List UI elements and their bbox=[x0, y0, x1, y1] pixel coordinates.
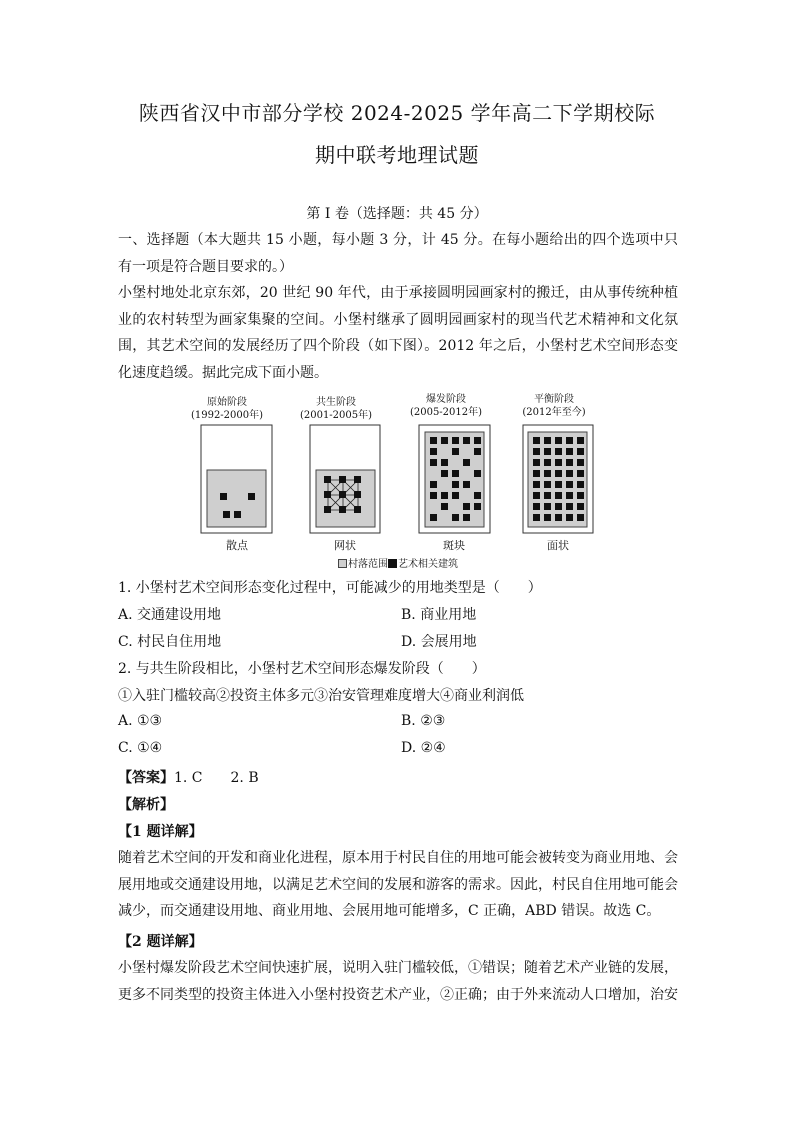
stage-4-years: (2012年至今) bbox=[522, 407, 586, 418]
exam-title-line2: 期中联考地理试题 bbox=[315, 143, 479, 167]
art-building bbox=[555, 459, 562, 466]
stage-1-years: (1992-2000年) bbox=[190, 410, 264, 421]
stage-3-form: 斑块 bbox=[443, 539, 465, 552]
passage: 小堡村地处北京东郊，20 世纪 90 年代，由于承接圆明园画家村的搬迁，由从事传统种植业的农村转型为画家集聚的空间。小堡村继承了圆明园画家村的现当代艺术精神和文化氛围，其艺术空间的发展经历了四个阶段（如下图）。2012 年之后，小堡村艺术空间形态变化速度趋缓。据此完成下面小题。 bbox=[118, 285, 678, 381]
art-building bbox=[544, 437, 551, 444]
detail1-label: 【1 题详解】 bbox=[118, 824, 203, 840]
stage-2-form: 网状 bbox=[334, 539, 356, 552]
stage-2-years: (2001-2005年) bbox=[299, 410, 373, 421]
art-building bbox=[566, 459, 573, 466]
q1-option-d: D. 会展用地 bbox=[401, 634, 477, 650]
answer-line bbox=[118, 767, 259, 787]
analysis-label: 【解析】 bbox=[118, 797, 174, 813]
q2-statements: ①入驻门槛较高②投资主体多元③治安管理难度增大④商业利润低 bbox=[118, 688, 524, 704]
art-building bbox=[555, 492, 562, 499]
q1-option-c: C. 村民自住用地 bbox=[118, 634, 222, 650]
instructions: 一、选择题（本大题共 15 小题，每小题 3 分，计 45 分。在每小题给出的四个选项中只有一项是符合题目要求的。） bbox=[118, 232, 678, 275]
art-building bbox=[533, 448, 540, 455]
art-building bbox=[544, 514, 551, 521]
art-building bbox=[577, 459, 584, 466]
art-building bbox=[555, 437, 562, 444]
art-building bbox=[234, 511, 241, 518]
stage-3-title bbox=[396, 393, 496, 419]
art-building bbox=[555, 481, 562, 488]
section-header: 第 I 卷（选择题：共 45 分） bbox=[306, 206, 488, 222]
stage-1-form: 散点 bbox=[226, 539, 248, 552]
q2-stem: 2. 与共生阶段相比，小堡村艺术空间形态爆发阶段（ ） bbox=[118, 661, 486, 677]
answer-label: 【答案】 bbox=[118, 770, 174, 786]
detail2-text: 小堡村爆发阶段艺术空间快速扩展，说明入驻门槛较低，①错误；随着艺术产业链的发展，更多不同类型的投资主体进入小堡村投资艺术产业，②正确；由于外来流动人口增加，治安 bbox=[118, 960, 678, 1003]
answer-text: 1. C 2. B bbox=[174, 770, 259, 786]
art-building bbox=[544, 503, 551, 510]
stages-figure bbox=[190, 393, 610, 573]
q1-option-b: B. 商业用地 bbox=[401, 607, 477, 623]
art-building bbox=[555, 470, 562, 477]
detail1-text: 随着艺术空间的开发和商业化进程，原本用于村民自住的用地可能会被转变为商业用地、会展用地或交通建设用地，以满足艺术空间的发展和游客的需求。因此，村民自住用地可能会减少，而交通建设用地、商业用地、会展用地可能增多，C 正确，ABD 错误。故选 C。 bbox=[118, 850, 678, 919]
art-building bbox=[555, 503, 562, 510]
art-building bbox=[577, 437, 584, 444]
stage-1-name: 原始阶段 bbox=[207, 397, 247, 408]
figure-legend bbox=[338, 555, 458, 570]
art-building bbox=[533, 514, 540, 521]
art-building bbox=[544, 459, 551, 466]
art-building bbox=[220, 493, 227, 500]
art-building bbox=[577, 448, 584, 455]
q2-option-c: C. ①④ bbox=[118, 740, 163, 756]
stage-2-title bbox=[286, 396, 386, 422]
art-building bbox=[555, 514, 562, 521]
stage-4-village-area bbox=[528, 432, 587, 527]
art-building bbox=[533, 437, 540, 444]
legend-art-label: 艺术相关建筑 bbox=[398, 559, 458, 570]
stage-4-title bbox=[504, 393, 604, 419]
stage-3-years: (2005-2012年) bbox=[409, 407, 483, 418]
art-building bbox=[566, 503, 573, 510]
q2-option-a: A. ①③ bbox=[118, 713, 163, 729]
stage-4-panel bbox=[523, 425, 593, 533]
art-building bbox=[566, 492, 573, 499]
art-building bbox=[544, 448, 551, 455]
network-nodes bbox=[324, 476, 361, 513]
art-building bbox=[577, 503, 584, 510]
stage-1-panel bbox=[201, 425, 272, 533]
q1-stem: 1. 小堡村艺术空间形态变化过程中，可能减少的用地类型是（ ） bbox=[118, 580, 542, 596]
art-building bbox=[533, 459, 540, 466]
q2-option-d: D. ②④ bbox=[401, 740, 446, 756]
q1-option-a: A. 交通建设用地 bbox=[118, 607, 222, 623]
art-building bbox=[533, 481, 540, 488]
art-building bbox=[577, 514, 584, 521]
art-building bbox=[533, 503, 540, 510]
stage-4-name: 平衡阶段 bbox=[534, 394, 574, 405]
stage-2-name: 共生阶段 bbox=[316, 397, 356, 408]
art-building bbox=[577, 470, 584, 477]
art-building bbox=[544, 492, 551, 499]
stage-3-name: 爆发阶段 bbox=[426, 394, 466, 405]
stage-2-panel bbox=[310, 425, 380, 533]
legend-art-swatch bbox=[388, 559, 397, 568]
art-building bbox=[555, 448, 562, 455]
art-building bbox=[566, 448, 573, 455]
art-building bbox=[544, 470, 551, 477]
stage-4-form: 面状 bbox=[547, 539, 569, 552]
stage-3-village-area bbox=[425, 432, 484, 527]
legend-village-label: 村落范围 bbox=[348, 559, 388, 570]
art-building bbox=[566, 437, 573, 444]
art-building bbox=[533, 492, 540, 499]
art-building bbox=[577, 492, 584, 499]
q2-option-b: B. ②③ bbox=[401, 713, 446, 729]
stage-1-title bbox=[177, 396, 277, 422]
art-building bbox=[248, 493, 255, 500]
art-building bbox=[533, 470, 540, 477]
exam-title-line1: 陕西省汉中市部分学校 2024-2025 学年高二下学期校际 bbox=[138, 101, 656, 125]
art-building bbox=[577, 481, 584, 488]
stage-3-panel bbox=[419, 425, 490, 533]
art-building bbox=[223, 511, 230, 518]
legend-village-swatch bbox=[338, 559, 347, 568]
art-building bbox=[566, 481, 573, 488]
detail2-label: 【2 题详解】 bbox=[118, 934, 203, 950]
stage-1-village-area bbox=[207, 470, 266, 527]
art-building bbox=[566, 514, 573, 521]
art-building bbox=[544, 481, 551, 488]
art-building bbox=[566, 470, 573, 477]
